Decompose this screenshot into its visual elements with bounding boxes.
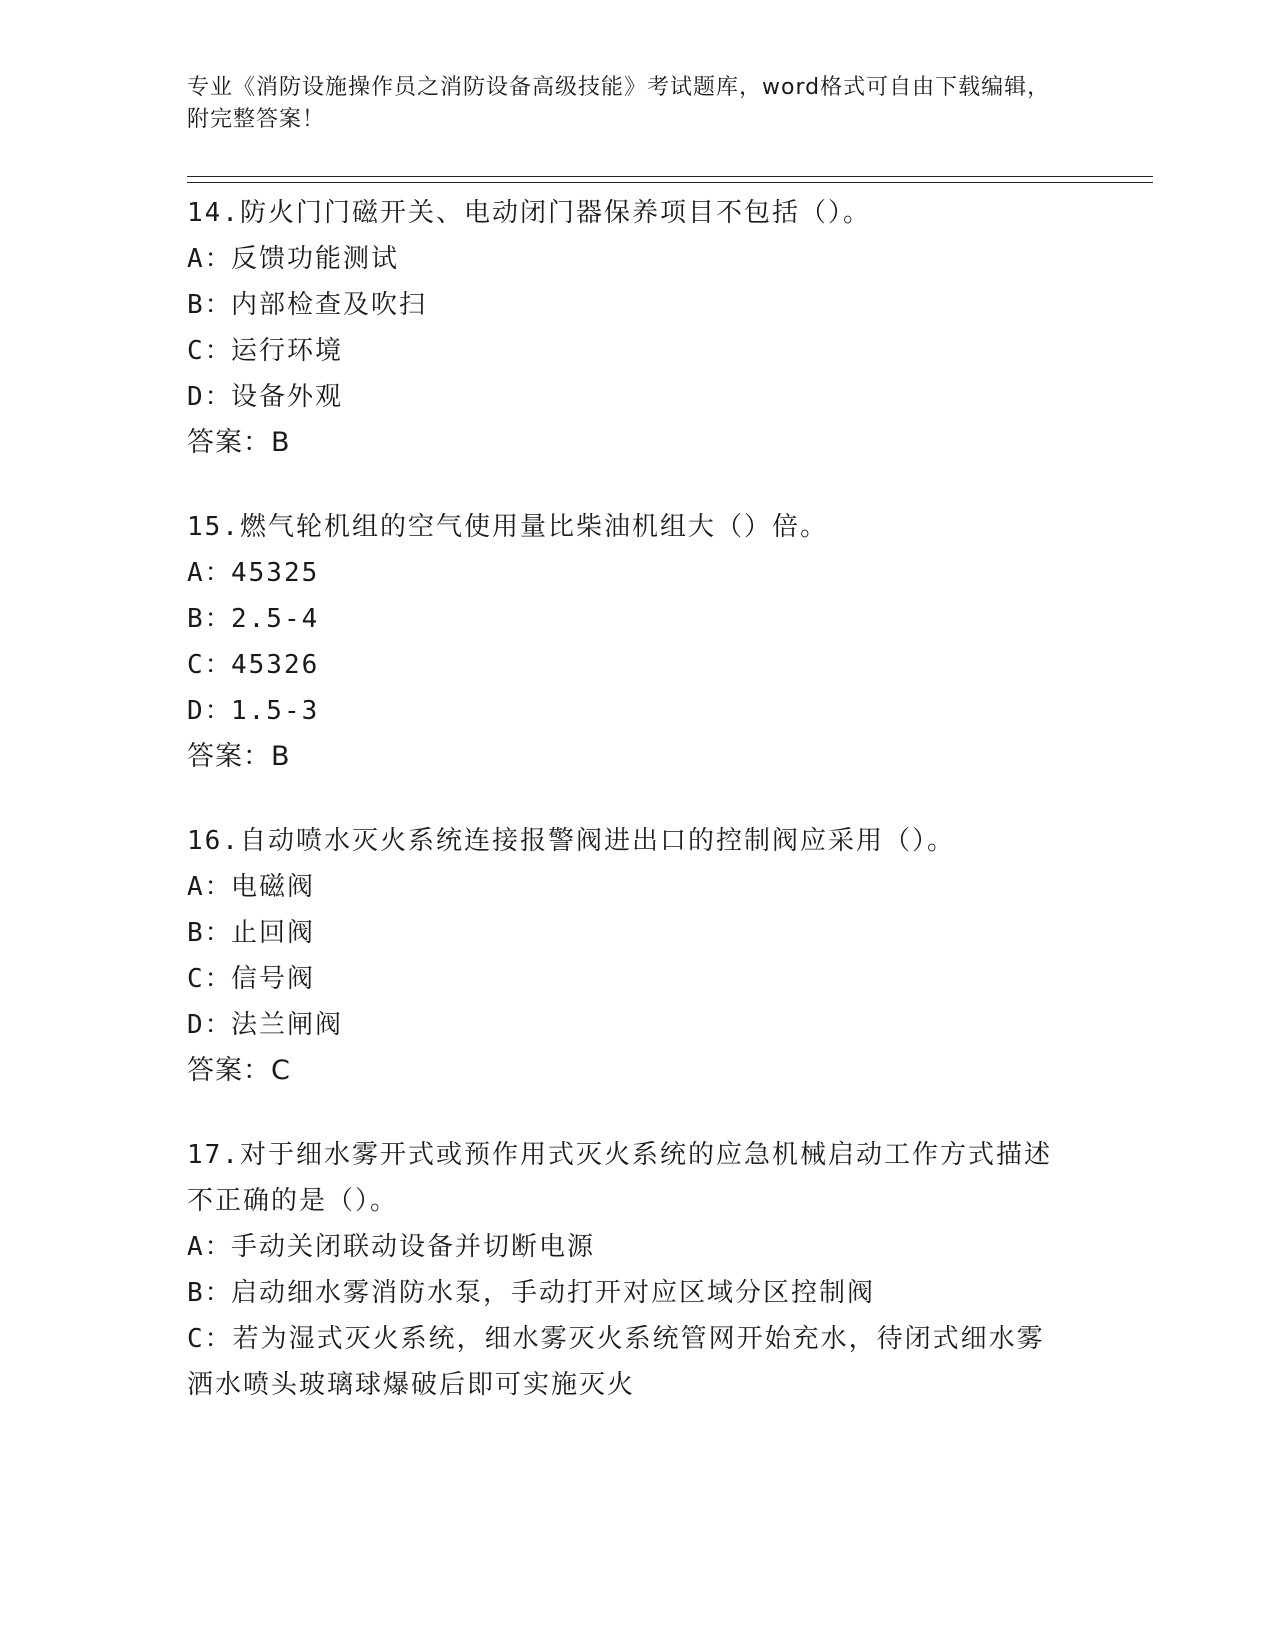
option-label: C： [187,650,233,680]
option-label: C： [187,964,233,994]
option-text: 运行环境 [231,336,344,366]
option-c [187,642,1067,688]
question-16 [187,818,1067,1094]
option-label: D： [187,382,233,412]
answer-line: 答案：B [187,427,291,458]
option-a [187,1224,1067,1270]
option-label: C： [187,1324,233,1354]
option-text: 信号阀 [231,964,316,994]
question-list [187,190,1067,1446]
option-label: C： [187,336,233,366]
option-text: 45326 [231,650,320,680]
header-divider-bottom [187,182,1153,183]
option-c [187,956,1067,1002]
option-d [187,688,1067,734]
option-b [187,282,1067,328]
option-label: A： [187,1232,233,1262]
question-text: 17.对于细水雾开式或预作用式灭火系统的应急机械启动工作方式描述不正确的是（）。 [187,1140,1052,1216]
option-label: D： [187,1010,233,1040]
header-divider-top [187,176,1153,177]
option-c [187,1316,1067,1408]
option-label: B： [187,918,233,948]
question-text: 15.燃气轮机组的空气使用量比柴油机组大（）倍。 [187,512,828,542]
option-d [187,1002,1067,1048]
option-d [187,374,1067,420]
option-b [187,596,1067,642]
option-text: 启动细水雾消防水泵，手动打开对应区域分区控制阀 [231,1278,876,1308]
question-15 [187,504,1067,780]
option-a [187,236,1067,282]
answer-line: 答案：C [187,1055,291,1086]
option-label: A： [187,244,233,274]
option-b [187,1270,1067,1316]
option-label: B： [187,604,233,634]
option-text: 2.5-4 [231,604,320,634]
option-b [187,910,1067,956]
option-text: 内部检查及吹扫 [231,290,428,320]
option-text: 法兰闸阀 [231,1010,344,1040]
option-text: 1.5-3 [231,696,320,726]
answer-line: 答案：B [187,741,291,772]
option-a [187,550,1067,596]
document-header: 专业《消防设施操作员之消防设备高级技能》考试题库，word格式可自由下载编辑，附完整答案！ [187,75,1051,132]
option-label: B： [187,1278,233,1308]
question-text: 16.自动喷水灭火系统连接报警阀进出口的控制阀应采用（）。 [187,826,955,856]
option-label: A： [187,872,233,902]
option-text: 止回阀 [231,918,316,948]
option-text: 45325 [231,558,320,588]
option-label: A： [187,558,233,588]
option-text: 反馈功能测试 [231,244,400,274]
option-c [187,328,1067,374]
question-14 [187,190,1067,466]
option-text: 若为湿式灭火系统，细水雾灭火系统管网开始充水，待闭式细水雾洒水喷头玻璃球爆破后即可实施灭火 [187,1324,1045,1400]
option-text: 设备外观 [231,382,344,412]
option-text: 手动关闭联动设备并切断电源 [231,1232,596,1262]
option-text: 电磁阀 [231,872,316,902]
question-17 [187,1132,1067,1408]
option-label: B： [187,290,233,320]
option-label: D： [187,696,233,726]
option-a [187,864,1067,910]
question-text: 14.防火门门磁开关、电动闭门器保养项目不包括（）。 [187,198,871,228]
